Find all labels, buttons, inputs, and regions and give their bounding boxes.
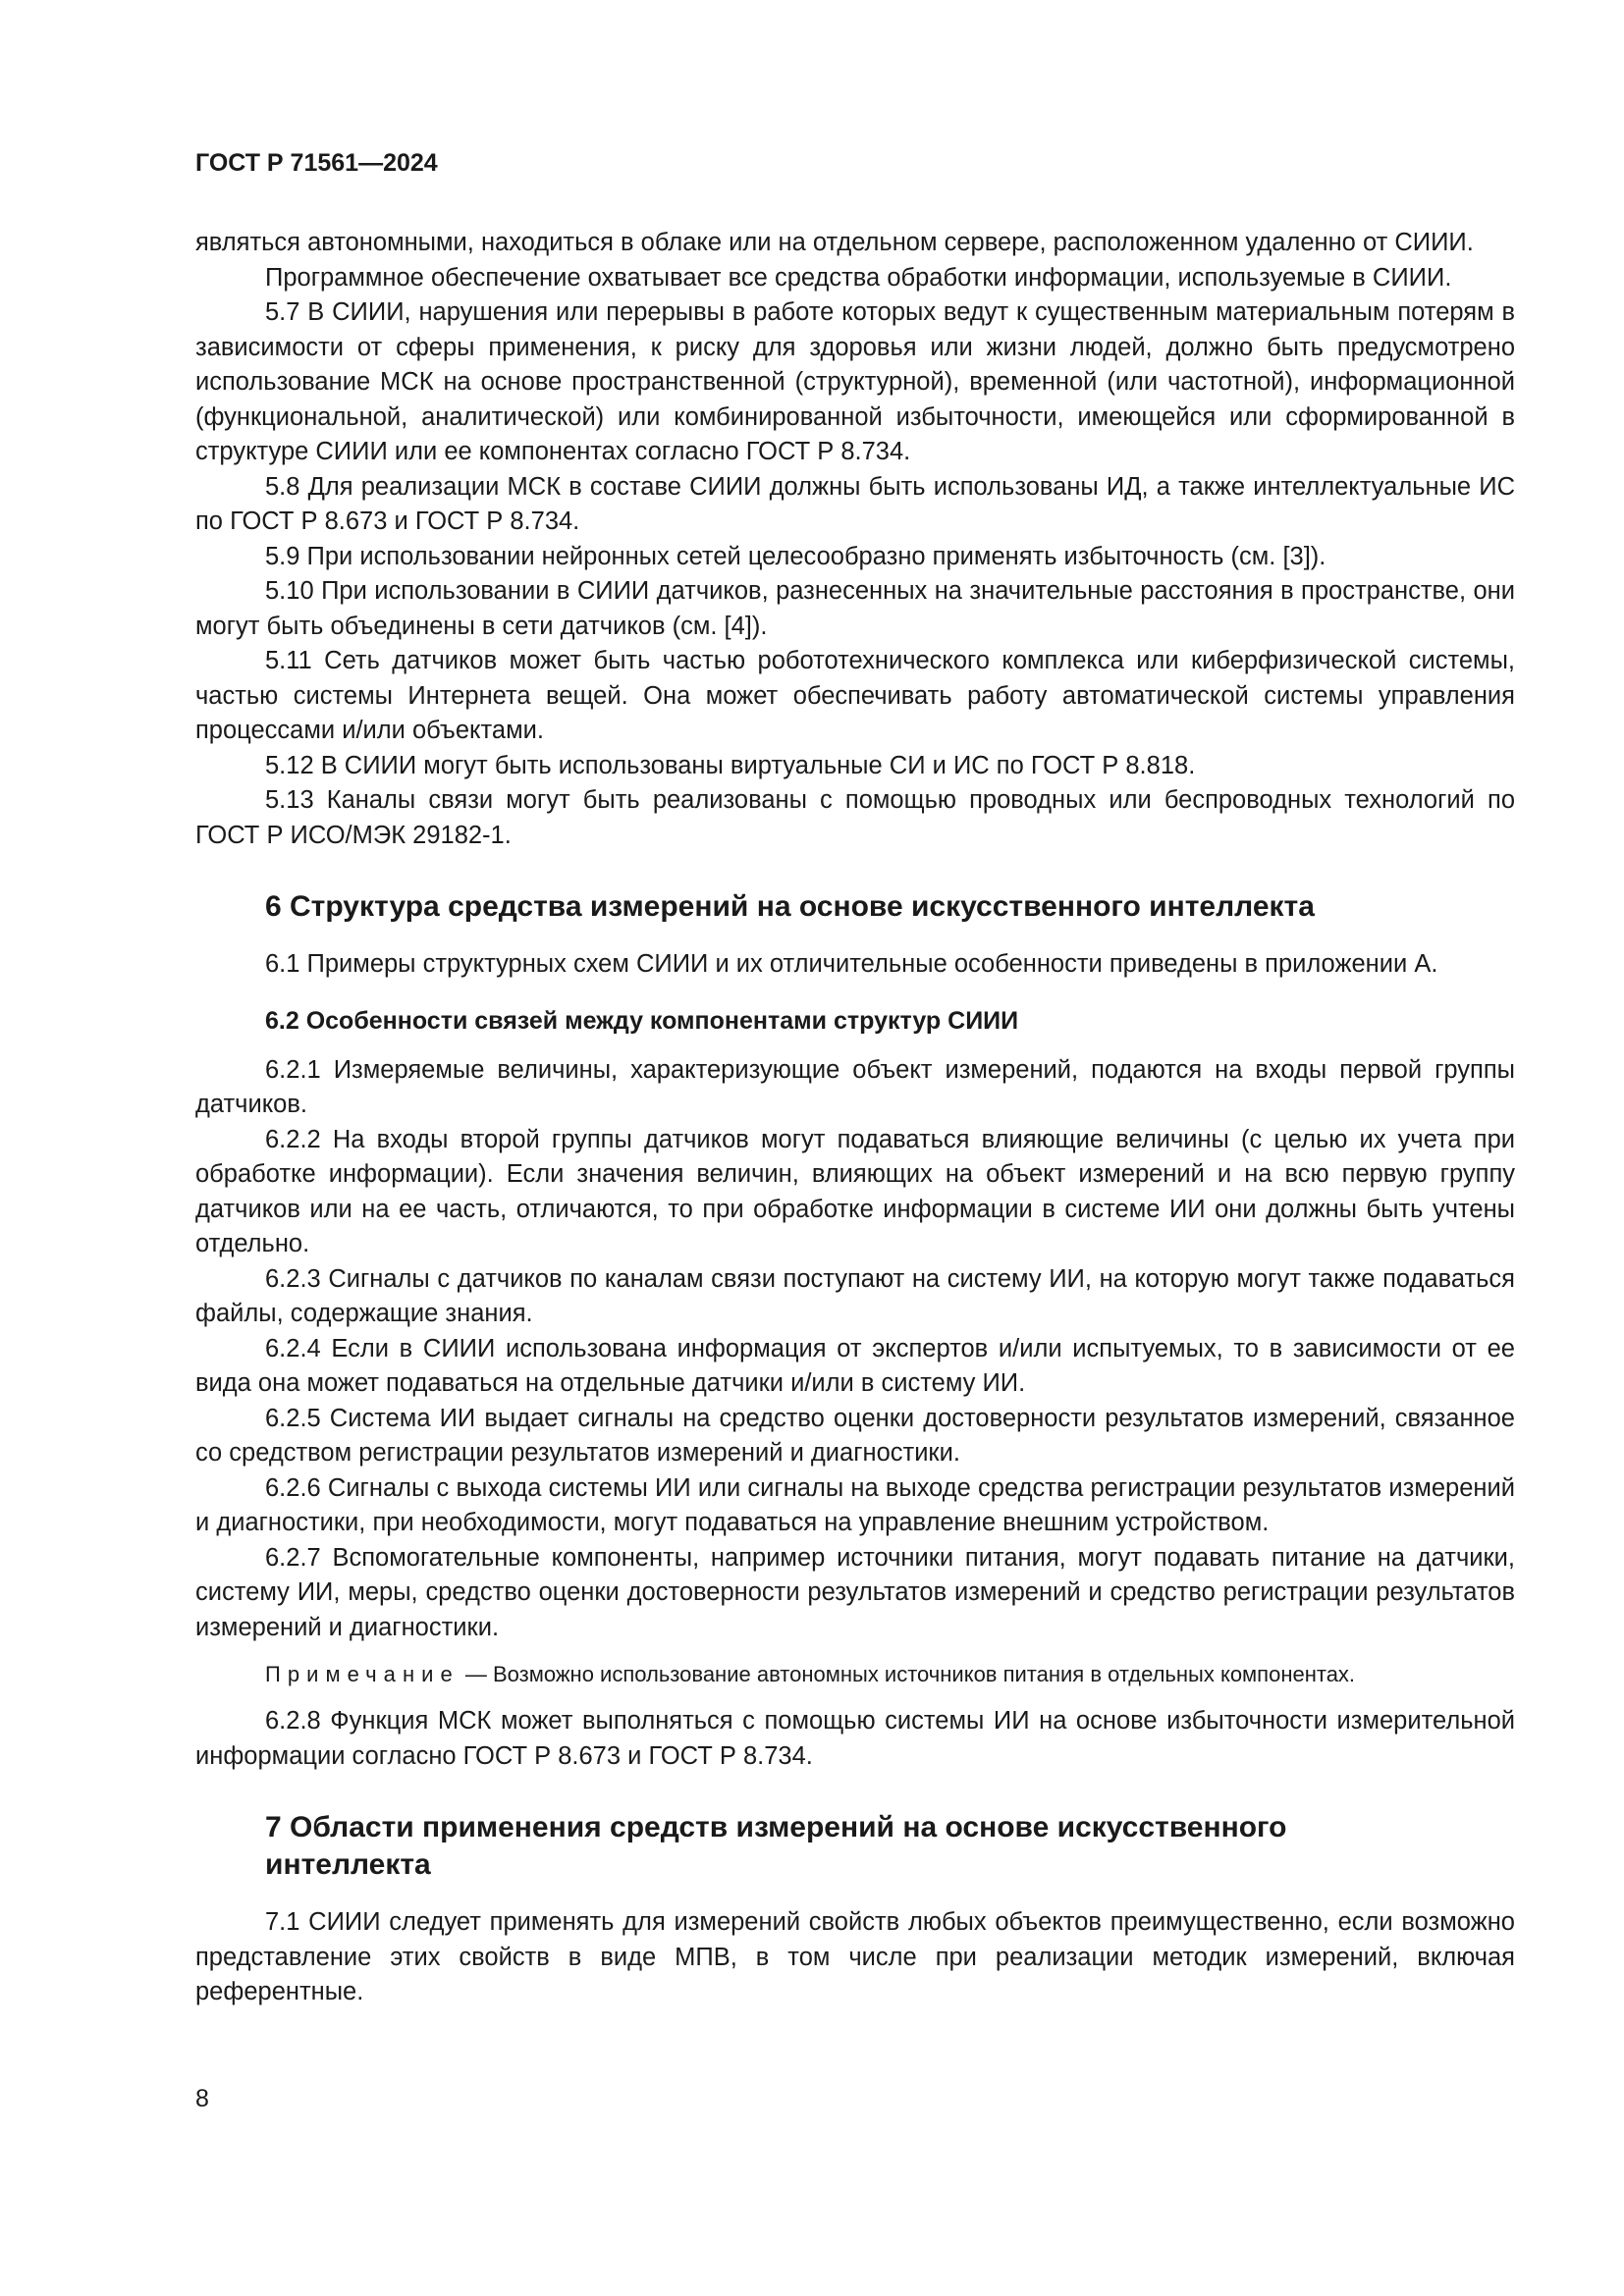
paragraph-continuation: являться автономными, находиться в облаке или на отдельном сервере, расположенном удаленно от СИИИ. (195, 229, 1474, 256)
paragraph-6-2-8: 6.2.8 Функция МСК может выполняться с помощью системы ИИ на основе избыточности измерительной информации согласно ГОСТ Р 8.673 и ГОСТ Р 8.734. (195, 1707, 1515, 1770)
paragraph-5-10: 5.10 При использовании в СИИИ датчиков, разнесенных на значительные расстояния в пространстве, они могут быть объединены в сети датчиков (см. [4]). (195, 577, 1515, 640)
section-7-heading-line1: 7 Области применения средств измерений на основе искусственного (265, 1811, 1287, 1843)
paragraph-6-2-6: 6.2.6 Сигналы с выхода системы ИИ или сигналы на выходе средства регистрации результатов измерений и диагностики, при необходимости, могут подаваться на управление внешним устройством. (195, 1473, 1515, 1536)
paragraph-5-13: 5.13 Каналы связи могут быть реализованы с помощью проводных или беспроводных технологий по ГОСТ Р ИСО/МЭК 29182-1. (195, 786, 1515, 849)
paragraph-6-2-3: 6.2.3 Сигналы с датчиков по каналам связи поступают на систему ИИ, на которую могут также подаваться файлы, содержащие знания. (195, 1264, 1515, 1327)
note-text: — Возможно использование автономных источников питания в отдельных компонентах. (459, 1662, 1356, 1686)
paragraph-6-2-2: 6.2.2 На входы второй группы датчиков могут подаваться влияющие величины (с целью их учета при обработке информации). Если значения величин, влияющих на объект измерений и на всю первую группу датчиков или на ее часть, отличаются, то при обработке информации в системе ИИ они должны быть учтены отдельно. (195, 1125, 1515, 1257)
section-7-heading-line2: интеллекта (265, 1848, 431, 1881)
document-code: ГОСТ Р 71561—2024 (195, 149, 438, 177)
paragraph-software: Программное обеспечение охватывает все средства обработки информации, используемые в СИИИ. (265, 263, 1452, 292)
page-number: 8 (195, 2085, 209, 2112)
paragraph-6-2-7: 6.2.7 Вспомогательные компоненты, например источники питания, могут подавать питание на датчики, систему ИИ, меры, средство оценки достоверности результатов измерений и средство регистрации результатов измерений и диагностики. (195, 1543, 1515, 1641)
subsection-6-2-heading: 6.2 Особенности связей между компонентами структур СИИИ (265, 1006, 1019, 1035)
paragraph-6-2-5: 6.2.5 Система ИИ выдает сигналы на средство оценки достоверности результатов измерений, связанное со средством регистрации результатов измерений и диагностики. (195, 1404, 1515, 1467)
paragraph-5-11: 5.11 Сеть датчиков может быть частью робототехнического комплекса или киберфизической системы, частью системы Интернета вещей. Она может обеспечивать работу автоматической системы управления процессами и/или объектами. (195, 647, 1515, 744)
paragraph-5-8: 5.8 Для реализации МСК в составе СИИИ должны быть использованы ИД, а также интеллектуальные ИС по ГОСТ Р 8.673 и ГОСТ Р 8.734. (195, 472, 1515, 535)
section-6-heading: 6 Структура средства измерений на основе искусственного интеллекта (265, 890, 1315, 923)
note (195, 1659, 1515, 1690)
paragraph-6-2-4: 6.2.4 Если в СИИИ использована информация от экспертов и/или испытуемых, то в зависимости от ее вида она может подаваться на отдельные датчики и/или в систему ИИ. (195, 1334, 1515, 1397)
paragraph-7-1: 7.1 СИИИ следует применять для измерений свойств любых объектов преимущественно, если возможно представление этих свойств в виде МПВ, в том числе при реализации методик измерений, включая референтные. (195, 1908, 1515, 2005)
paragraph-6-1: 6.1 Примеры структурных схем СИИИ и их отличительные особенности приведены в приложении А. (265, 950, 1438, 978)
paragraph-5-7: 5.7 В СИИИ, нарушения или перерывы в работе которых ведут к существенным материальным потерям в зависимости от сферы применения, к риску для здоровья или жизни людей, должно быть предусмотрено использование МСК на основе пространственной (структурной), временной (или частотной), информационной (функциональной, аналитической) или комбинированной избыточности, имеющейся или сформированной в структуре СИИИ или ее компонентах согласно ГОСТ Р 8.734. (195, 298, 1515, 465)
document-body (195, 226, 1515, 2010)
paragraph-6-2-1: 6.2.1 Измеряемые величины, характеризующие объект измерений, подаются на входы первой группы датчиков. (195, 1055, 1515, 1118)
note-label: Примечание (265, 1662, 460, 1686)
paragraph-5-12: 5.12 В СИИИ могут быть использованы виртуальные СИ и ИС по ГОСТ Р 8.818. (265, 751, 1196, 779)
paragraph-5-9: 5.9 При использовании нейронных сетей целесообразно применять избыточность (см. [3]). (265, 542, 1326, 570)
